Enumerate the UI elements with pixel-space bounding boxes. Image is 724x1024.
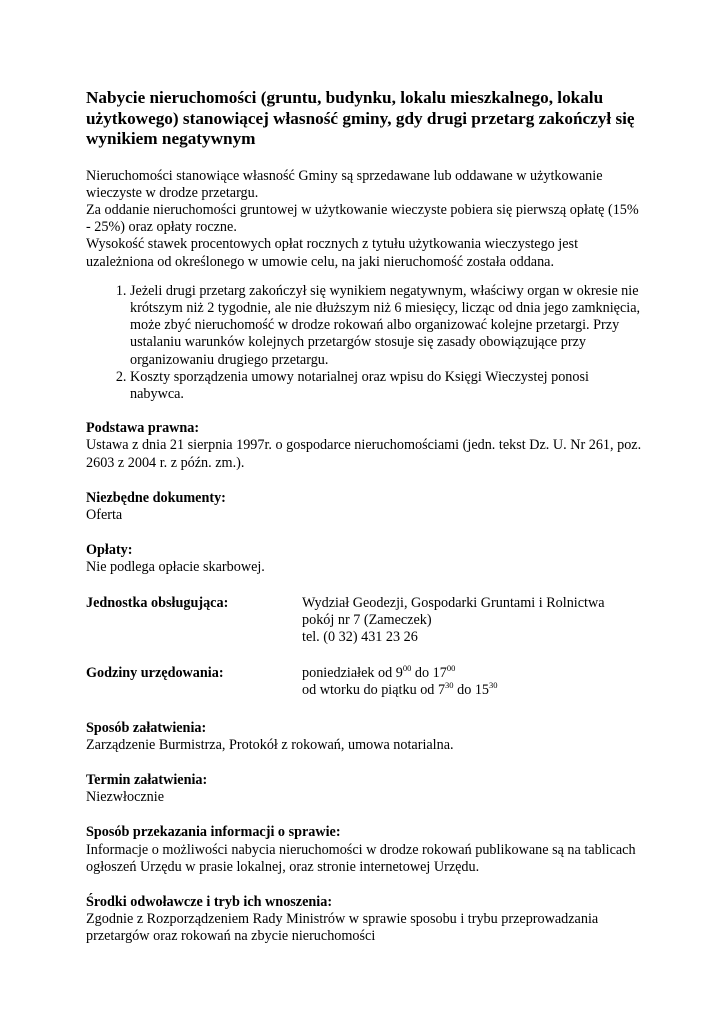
unit-phone: tel. (0 32) 431 23 26 [302,628,418,645]
intro-paragraph: Wysokość stawek procentowych opłat rocznych z tytułu użytkowania wieczystego jest uzależniona od określonego w umowie celu, na jaki nieruchomość została oddana. [86,236,579,270]
intro-text [86,168,646,271]
info-section [86,824,646,876]
hours-row [86,665,646,699]
section-heading: Sposób przekazania informacji o sprawie: [86,824,341,841]
hours-monday: poniedziałek od $9^{00}$ do $17^{00}$ [302,663,456,682]
hours-label: Godziny urzędowania: [86,665,224,682]
unit-room: pokój nr 7 (Zameczek) [302,611,432,628]
unit-row [86,595,646,647]
legal-basis-section [86,420,646,472]
document-title: Nabycie nieruchomości (gruntu, budynku, lokalu mieszkalnego, lokalu użytkowego) stanowiącej własność gminy, gdy drugi przetarg zakończył się wynikiem negatywnym [86,88,635,148]
appeal-section [86,894,646,946]
section-text: Informacje o możliwości nabycia nieruchomości w drodze rokowań publikowane są na tablicach ogłoszeń Urzędu w prasie lokalnej, oraz stronie internetowej Urzędu. [86,841,636,875]
intro-paragraph: Nieruchomości stanowiące własność Gminy są sprzedawane lub oddawane w użytkowanie wieczyste w drodze przetargu. [86,167,603,201]
list-item: 2. Koszty sporządzenia umowy notarialnej oraz wpisu do Księgi Wieczystej ponosi nabywca. [130,369,646,403]
section-text: Zgodnie z Rozporządzeniem Rady Ministrów w sprawie sposobu i trybu przeprowadzania przetargów oraz rokowań na zbycie nieruchomości [86,911,599,945]
section-text: Ustawa z dnia 21 sierpnia 1997r. o gospodarce nieruchomościami (jedn. tekst Dz. U. Nr 261, poz. 2603 z 2004 r. z późn. zm.). [86,437,642,471]
section-heading: Sposób załatwienia: [86,719,207,736]
hours-weekdays: od wtorku do piątku od $7^{30}$ do $15^{30}$ [302,680,498,699]
unit-department: Wydział Geodezji, Gospodarki Gruntami i Rolnictwa [302,594,605,611]
documents-section [86,490,646,524]
section-heading: Opłaty: [86,542,133,559]
section-text: Nie podlega opłacie skarbowej. [86,559,265,576]
intro-paragraph: Za oddanie nieruchomości gruntowej w użytkowanie wieczyste pobiera się pierwszą opłatę (15% - 25%) oraz opłaty roczne. [86,201,639,236]
section-text: Zarządzenie Burmistrza, Protokół z rokowań, umowa notarialna. [86,736,454,753]
fees-section [86,542,646,576]
document-page [86,88,646,946]
section-heading: Środki odwoławcze i tryb ich wnoszenia: [86,894,333,910]
conditions-list [86,283,646,403]
list-item: 1. Jeżeli drugi przetarg zakończył się wynikiem negatywnym, właściwy organ w okresie nie krótszym niż 2 tygodnie, ale nie dłuższym niż 6 miesięcy, licząc od dnia jego zamknięcia, może zbyć nieruchomość w drodze rokowań albo organizować kolejne przetargi. Przy ustalaniu warunków kolejnych przetargów stosuje się zasady obowiązujące przy organizowaniu drugiego przetargu. [130,283,646,369]
section-text: Oferta [86,506,123,523]
unit-value [302,595,646,647]
section-heading: Podstawa prawna: [86,420,200,437]
deadline-section [86,772,646,806]
settlement-section [86,720,646,754]
unit-label: Jednostka obsługująca: [86,594,229,611]
hours-value [302,665,646,699]
section-heading: Termin załatwienia: [86,771,208,788]
section-heading: Niezbędne dokumenty: [86,489,226,506]
section-text: Niezwłocznie [86,789,164,806]
